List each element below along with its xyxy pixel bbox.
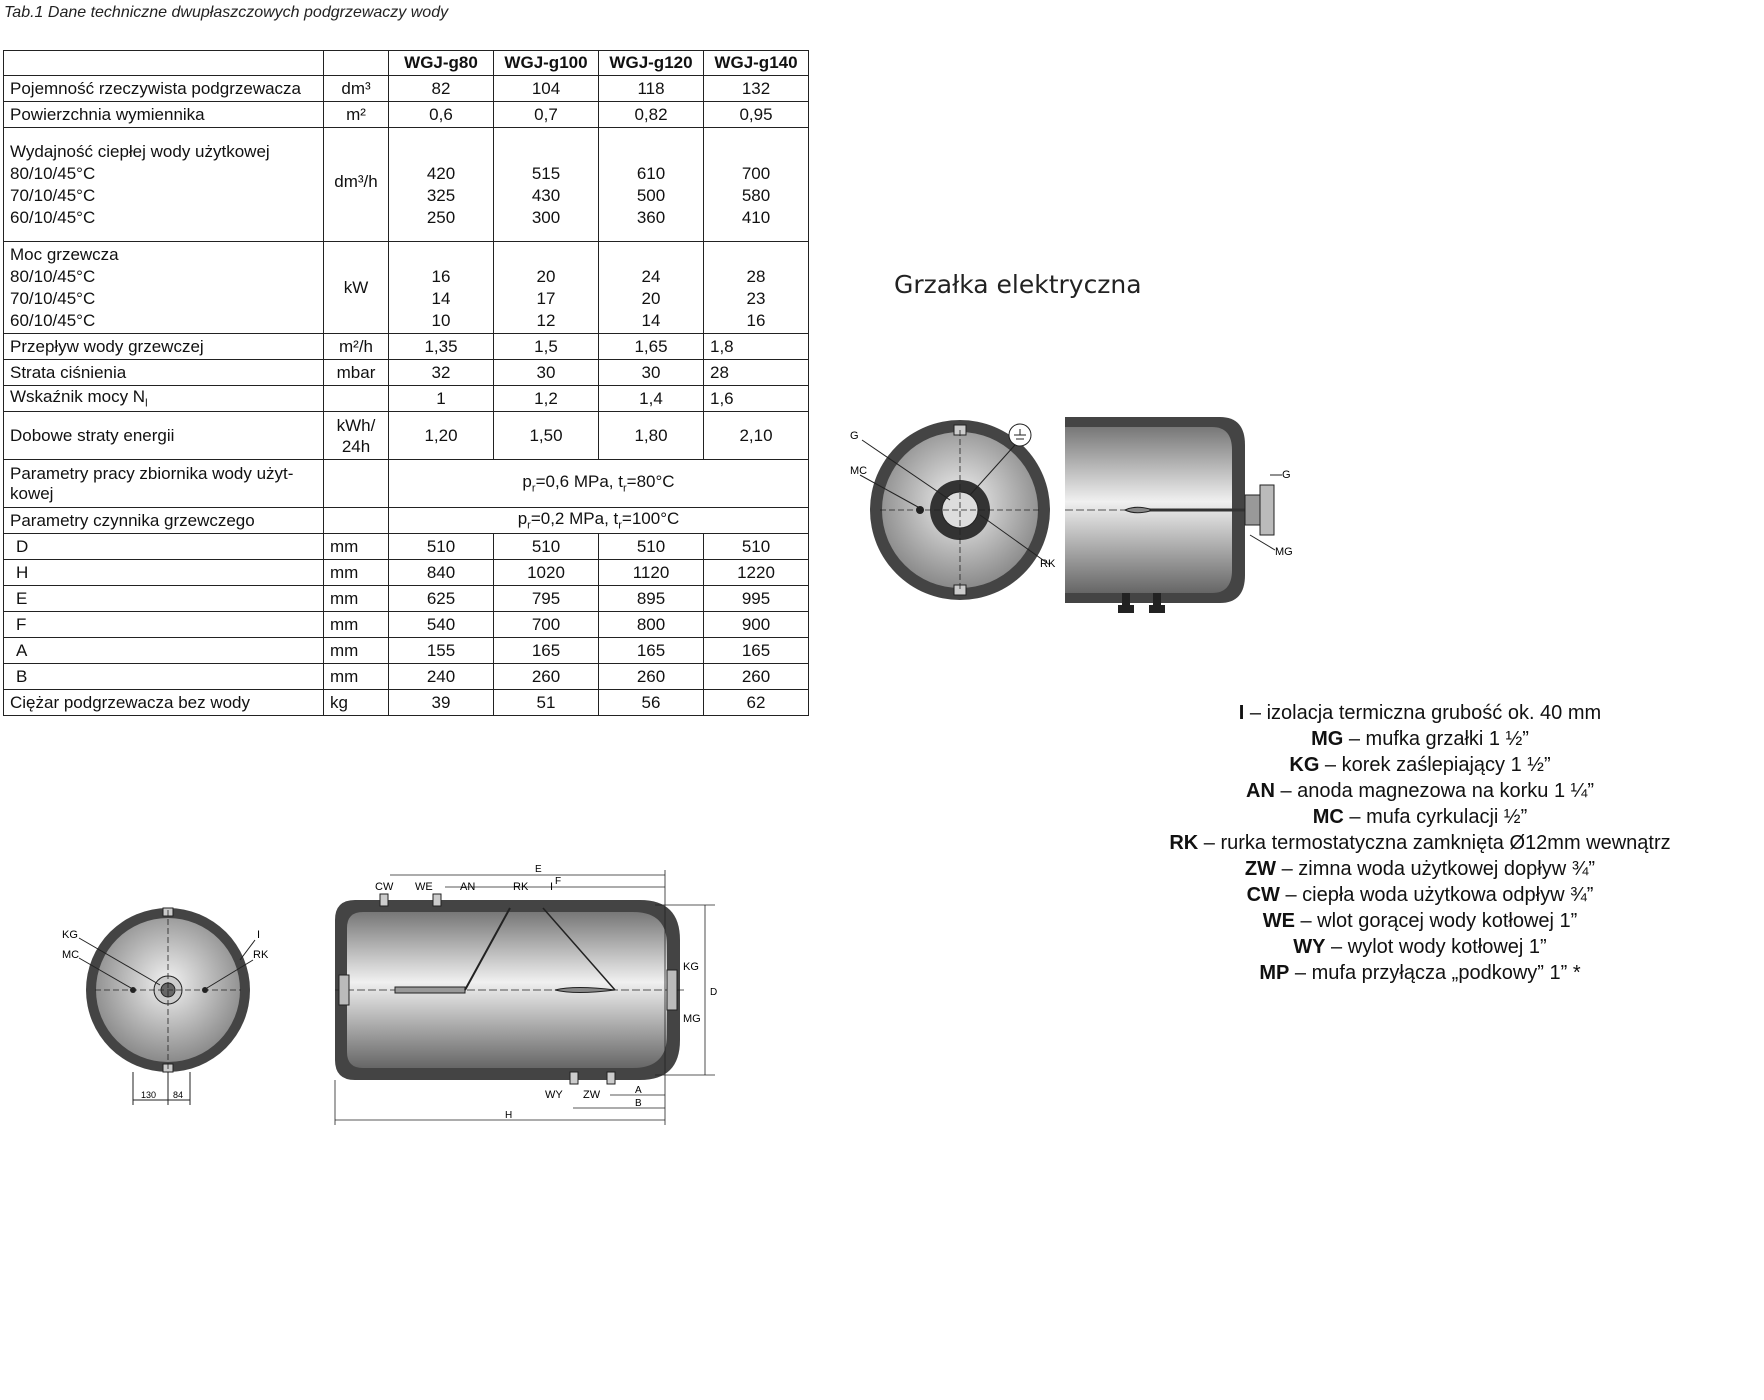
side-label-zw: ZW xyxy=(583,1089,601,1101)
row-unit: mm xyxy=(324,612,389,638)
row-label: Wydajność ciepłej wody użytkowej 80/10/45°C 70/10/45°C 60/10/45°C xyxy=(4,128,324,242)
row-unit: mm xyxy=(324,560,389,586)
cell: 82 xyxy=(389,76,494,102)
tank-diagram xyxy=(55,850,735,1130)
heater-label-rk: RK xyxy=(1040,558,1056,570)
row-unit xyxy=(324,386,389,412)
row-unit: mbar xyxy=(324,360,389,386)
row-label: Dobowe straty energii xyxy=(4,412,324,460)
cell: 800 xyxy=(599,612,704,638)
legend-item: MC – mufa cyrkulacji ½” xyxy=(1312,806,1528,828)
table-row xyxy=(4,102,809,128)
row-label: F xyxy=(4,612,324,638)
cell: 28 xyxy=(704,360,809,386)
cell: 104 xyxy=(494,76,599,102)
cell: 0,95 xyxy=(704,102,809,128)
cell: 700 xyxy=(494,612,599,638)
side-label-kg: KG xyxy=(683,961,699,973)
row-label: Parametry czynnika grzewczego xyxy=(4,508,324,534)
side-label-wy: WY xyxy=(545,1089,563,1101)
cell: 30 xyxy=(494,360,599,386)
col-header: WGJ-g80 xyxy=(389,51,494,76)
legend-item: CW – ciepła woda użytkowa odpływ ¾” xyxy=(1246,884,1594,906)
cell: 510 xyxy=(704,534,809,560)
side-label-cw: CW xyxy=(375,881,394,893)
cell: 132 xyxy=(704,76,809,102)
cell: 240 xyxy=(389,664,494,690)
dim-d: D xyxy=(710,987,718,998)
table-row xyxy=(4,242,809,334)
cell: 1020 xyxy=(494,560,599,586)
end-label-i: I xyxy=(257,929,261,941)
row-label: E xyxy=(4,586,324,612)
cell: 165 xyxy=(494,638,599,664)
heater-label-g2: G xyxy=(1282,469,1291,481)
row-unit: dm³ xyxy=(324,76,389,102)
cell: 1,2 xyxy=(494,386,599,412)
cell: 260 xyxy=(599,664,704,690)
cell: 0,6 xyxy=(389,102,494,128)
cell: 1,80 xyxy=(599,412,704,460)
cell: 2,10 xyxy=(704,412,809,460)
row-label: Moc grzewcza 80/10/45°C 70/10/45°C 60/10/45°C xyxy=(4,242,324,334)
table-row xyxy=(4,638,809,664)
cell: 795 xyxy=(494,586,599,612)
row-label: H xyxy=(4,560,324,586)
row-label: B xyxy=(4,664,324,690)
col-header: WGJ-g100 xyxy=(494,51,599,76)
cell: 0,7 xyxy=(494,102,599,128)
dim-e: E xyxy=(535,864,542,875)
tank-side-view xyxy=(335,864,717,1125)
heater-label-g: G xyxy=(850,430,859,442)
cell: 155 xyxy=(389,638,494,664)
cell: 30 xyxy=(599,360,704,386)
table-row xyxy=(4,412,809,460)
cell: 20 17 12 xyxy=(494,242,599,334)
cell: 1120 xyxy=(599,560,704,586)
cell: 995 xyxy=(704,586,809,612)
legend-item: ZW – zimna woda użytkowej dopływ ¾” xyxy=(1244,858,1596,880)
row-label: Powierzchnia wymiennika xyxy=(4,102,324,128)
cell: 510 xyxy=(599,534,704,560)
cell: 165 xyxy=(704,638,809,664)
table-header-row xyxy=(4,51,809,76)
legend-item: MG – mufka grzałki 1 ½” xyxy=(1311,728,1529,750)
row-unit: mm xyxy=(324,534,389,560)
side-label-an: AN xyxy=(460,881,476,893)
row-label: A xyxy=(4,638,324,664)
cell: 700 580 410 xyxy=(704,128,809,242)
heater-side-view xyxy=(1065,417,1293,613)
cell: 0,82 xyxy=(599,102,704,128)
legend-item: MP – mufa przyłącza „podkowy” 1” * xyxy=(1259,962,1581,984)
table-row xyxy=(4,612,809,638)
table-row xyxy=(4,386,809,412)
cell: 1,20 xyxy=(389,412,494,460)
table-row xyxy=(4,560,809,586)
dim-a: A xyxy=(635,1085,642,1096)
cell: $p_r=0,2$ MPa, $t_r=100^\circ C$ xyxy=(389,508,809,534)
cell: 118 xyxy=(599,76,704,102)
row-label: Wskaźnik mocy $N_l$ xyxy=(4,386,324,412)
row-label: Ciężar podgrzewacza bez wody xyxy=(4,690,324,716)
table-row xyxy=(4,76,809,102)
cell: 1,4 xyxy=(599,386,704,412)
row-unit: m² xyxy=(324,102,389,128)
dim-84: 84 xyxy=(173,1090,184,1100)
cell: 39 xyxy=(389,690,494,716)
table-row xyxy=(4,534,809,560)
legend-item: RK – rurka termostatyczna zamknięta Ø12mm wewnątrz xyxy=(1169,832,1671,854)
cell: 515 430 300 xyxy=(494,128,599,242)
cell: 28 23 16 xyxy=(704,242,809,334)
legend xyxy=(1100,700,1740,986)
row-unit: kg xyxy=(324,690,389,716)
heater-end-view xyxy=(850,420,1056,600)
heater-label-mc: MC xyxy=(850,465,868,477)
heater-title: Grzałka elektryczna xyxy=(894,270,1142,299)
table-row xyxy=(4,690,809,716)
cell: 540 xyxy=(389,612,494,638)
cell: $p_r=0,6$ MPa, $t_r=80^\circ C$ xyxy=(389,460,809,508)
cell: 610 500 360 xyxy=(599,128,704,242)
heater-diagram xyxy=(850,415,1330,625)
cell: 895 xyxy=(599,586,704,612)
cell: 420 325 250 xyxy=(389,128,494,242)
cell: 1,35 xyxy=(389,334,494,360)
table-row xyxy=(4,460,809,508)
cell: 24 20 14 xyxy=(599,242,704,334)
legend-item: I – izolacja termiczna grubość ok. 40 mm xyxy=(1238,702,1602,724)
row-unit: dm³/h xyxy=(324,128,389,242)
cell: 32 xyxy=(389,360,494,386)
legend-item: WE – wlot gorącej wody kotłowej 1” xyxy=(1262,910,1578,932)
cell: 165 xyxy=(599,638,704,664)
cell: 840 xyxy=(389,560,494,586)
cell: 16 14 10 xyxy=(389,242,494,334)
row-unit: kWh/ 24h xyxy=(324,412,389,460)
cell: 625 xyxy=(389,586,494,612)
legend-item: AN – anoda magnezowa na korku 1 ¼” xyxy=(1246,780,1594,802)
row-unit: mm xyxy=(324,586,389,612)
table-row xyxy=(4,334,809,360)
table-row xyxy=(4,664,809,690)
legend-item: WY – wylot wody kotłowej 1” xyxy=(1293,936,1547,958)
legend-item: KG – korek zaślepiający 1 ½” xyxy=(1289,754,1551,776)
side-label-we: WE xyxy=(415,881,433,893)
table-row xyxy=(4,586,809,612)
tank-end-view xyxy=(62,908,269,1105)
row-unit: mm xyxy=(324,638,389,664)
cell: 1220 xyxy=(704,560,809,586)
table-row xyxy=(4,360,809,386)
cell: 1,65 xyxy=(599,334,704,360)
cell: 260 xyxy=(494,664,599,690)
dim-b: B xyxy=(635,1098,642,1109)
cell: 1,50 xyxy=(494,412,599,460)
dim-130: 130 xyxy=(141,1090,157,1100)
heater-label-mg: MG xyxy=(1275,546,1293,558)
cell: 1 xyxy=(389,386,494,412)
table-row xyxy=(4,128,809,242)
row-label: D xyxy=(4,534,324,560)
end-label-mc: MC xyxy=(62,949,80,961)
dim-h: H xyxy=(505,1110,513,1121)
side-label-mg: MG xyxy=(683,1013,701,1025)
cell: 56 xyxy=(599,690,704,716)
end-label-kg: KG xyxy=(62,929,78,941)
cell: 260 xyxy=(704,664,809,690)
side-label-i: I xyxy=(550,881,554,893)
cell: 1,5 xyxy=(494,334,599,360)
cell: 510 xyxy=(494,534,599,560)
table-caption: Tab.1 Dane techniczne dwupłaszczowych podgrzewaczy wody xyxy=(4,4,449,21)
cell: 51 xyxy=(494,690,599,716)
row-label: Przepływ wody grzewczej xyxy=(4,334,324,360)
end-label-rk: RK xyxy=(253,949,269,961)
dim-f: F xyxy=(555,876,562,887)
cell: 1,8 xyxy=(704,334,809,360)
spec-table xyxy=(3,50,809,716)
col-header: WGJ-g140 xyxy=(704,51,809,76)
row-unit: m²/h xyxy=(324,334,389,360)
row-label: Pojemność rzeczywista podgrzewacza xyxy=(4,76,324,102)
cell: 510 xyxy=(389,534,494,560)
col-header: WGJ-g120 xyxy=(599,51,704,76)
table-row xyxy=(4,508,809,534)
cell: 1,6 xyxy=(704,386,809,412)
row-label: Strata ciśnienia xyxy=(4,360,324,386)
cell: 900 xyxy=(704,612,809,638)
side-label-rk: RK xyxy=(513,881,529,893)
row-label: Parametry pracy zbiornika wody użyt-kowej xyxy=(4,460,324,508)
row-unit: mm xyxy=(324,664,389,690)
row-unit: kW xyxy=(324,242,389,334)
cell: 62 xyxy=(704,690,809,716)
